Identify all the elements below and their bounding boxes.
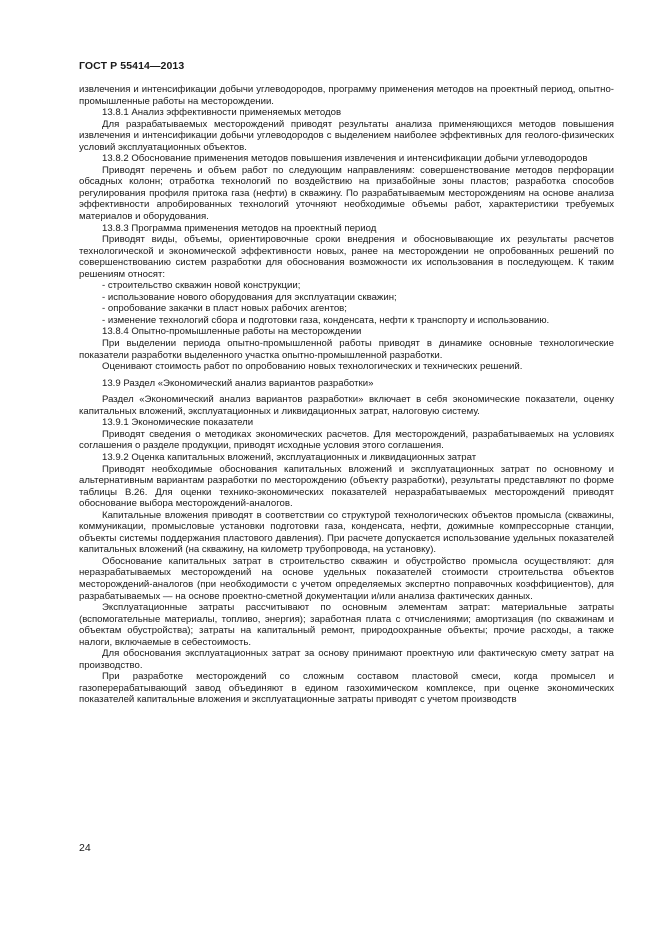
subsection-heading-13-8-1: 13.8.1 Анализ эффективности применяемых методов xyxy=(102,107,342,119)
paragraph: При выделении периода опытно-промышленной работы приводят в динамике основные технологические показатели разработки выделенного участка опытно-промышленной разработки. xyxy=(79,338,614,361)
document-header: ГОСТ Р 55414—2013 xyxy=(79,60,185,72)
subsection-heading-13-8-4: 13.8.4 Опытно-промышленные работы на месторождении xyxy=(102,326,362,338)
document-body xyxy=(79,84,614,706)
paragraph: Обоснование капитальных затрат в строительство скважин и обустройство промысла осуществляют: для неразрабатываемых месторождений на основе удельных показателей стоимости строительства объектов месторождений-аналогов (при необходимости с учетом определяемых экспертно поправочных коэффициентов), для разрабатываемых — на основе проектно-сметной документации и/или анализа фактических данных. xyxy=(79,555,614,602)
paragraph: Приводят необходимые обоснования капитальных вложений и эксплуатационных затрат по основному и альтернативным вариантам разработки по месторождению (объекту разработки), результаты представляют по форме таблицы В.26. Для оценки технико-экономических показателей неразрабатываемых месторождений приводят обоснование выбора месторождений-аналогов. xyxy=(79,463,614,510)
paragraph: Оценивают стоимость работ по опробованию новых технологических и технических решений. xyxy=(102,361,523,373)
paragraph: Раздел «Экономический анализ вариантов разработки» включает в себя экономические показатели, оценку капитальных вложений, эксплуатационных и ликвидационных затрат, налоговую систему. xyxy=(79,394,614,417)
paragraph: Для разрабатываемых месторождений приводят результаты анализа применяющихся методов повышения извлечения и интенсификации добычи углеводородов с выделением наиболее эффективных для геолого-физических условий эксплуатационных объектов. xyxy=(79,118,614,153)
list-item: - использование нового оборудования для эксплуатации скважин; xyxy=(102,291,397,303)
subsection-heading-13-9-2: 13.9.2 Оценка капитальных вложений, эксплуатационных и ликвидационных затрат xyxy=(102,451,477,463)
paragraph: Для обоснования эксплуатационных затрат за основу принимают проектную или фактическую смету затрат на производство. xyxy=(79,648,614,671)
section-heading-13-9: 13.9 Раздел «Экономический анализ вариантов разработки» xyxy=(102,377,374,389)
paragraph: Приводят перечень и объем работ по следующим направлениям: совершенствование методов перфорации обсадных колонн; отработка технологий по воздействию на призабойные зоны пластов; разработка способов регулирования профиля притока газа (нефти) в скважину. По разрабатываемым месторождениям на основе анализа эффективности апробированных технологий уточняют необходимые объемы работ, характеристики требуемых материалов и оборудования. xyxy=(79,164,614,223)
list-item: - изменение технологий сбора и подготовки газа, конденсата, нефти к транспорту и использованию. xyxy=(102,314,550,326)
paragraph: При разработке месторождений со сложным составом пластовой смеси, когда промысел и газоперерабатывающий завод объединяют в едином газохимическом комплексе, при оценке экономических показателей капитальные вложения и эксплуатационные затраты приводят с учетом производств xyxy=(79,671,614,706)
paragraph: Эксплуатационные затраты рассчитывают по основным элементам затрат: материальные затраты (вспомогательные материалы, топливо, энергия); заработная плата с отчислениями; амортизация (по скважинам и объектам обустройства); затраты на капитальный ремонт, природоохранные объекты; прочие расходы, а также налоги, включаемые в себестоимость. xyxy=(79,602,614,648)
subsection-heading-13-8-2: 13.8.2 Обоснование применения методов повышения извлечения и интенсификации добычи углеводородов xyxy=(102,153,588,165)
list-item: - строительство скважин новой конструкции; xyxy=(102,280,301,292)
subsection-heading-13-9-1: 13.9.1 Экономические показатели xyxy=(102,417,254,429)
subsection-heading-13-8-3: 13.8.3 Программа применения методов на проектный период xyxy=(102,222,377,234)
paragraph: Капитальные вложения приводят в соответствии со структурой технологических объектов промысла (скважины, коммуникации, промысловые установки подготовки газа, конденсата, нефти, дожимные компрессорные станции, объекты системы поддержания пластового давления). При расчете допускается использование удельных показателей капитальных вложений (на скважину, на километр трубопровода, на установку). xyxy=(79,509,614,556)
page-number: 24 xyxy=(79,842,91,854)
paragraph-continuation: извлечения и интенсификации добычи углеводородов, программу применения методов на проектный период, опытно-промышленные работы на месторождении. xyxy=(79,84,614,107)
paragraph: Приводят сведения о методиках экономических расчетов. Для месторождений, разрабатываемых на условиях соглашения о разделе продукции, приводят исходные условия этого соглашения. xyxy=(79,428,614,452)
list-item: - опробование закачки в пласт новых рабочих агентов; xyxy=(102,303,347,315)
paragraph: Приводят виды, объемы, ориентировочные сроки внедрения и обосновывающие их результаты расчетов технологической и экономической эффективности новых, ранее на месторождении не опробованных решений по совершенствованию систем разработки для обоснования возможности их использования в последующем. К таким решениям относят: xyxy=(79,234,614,280)
